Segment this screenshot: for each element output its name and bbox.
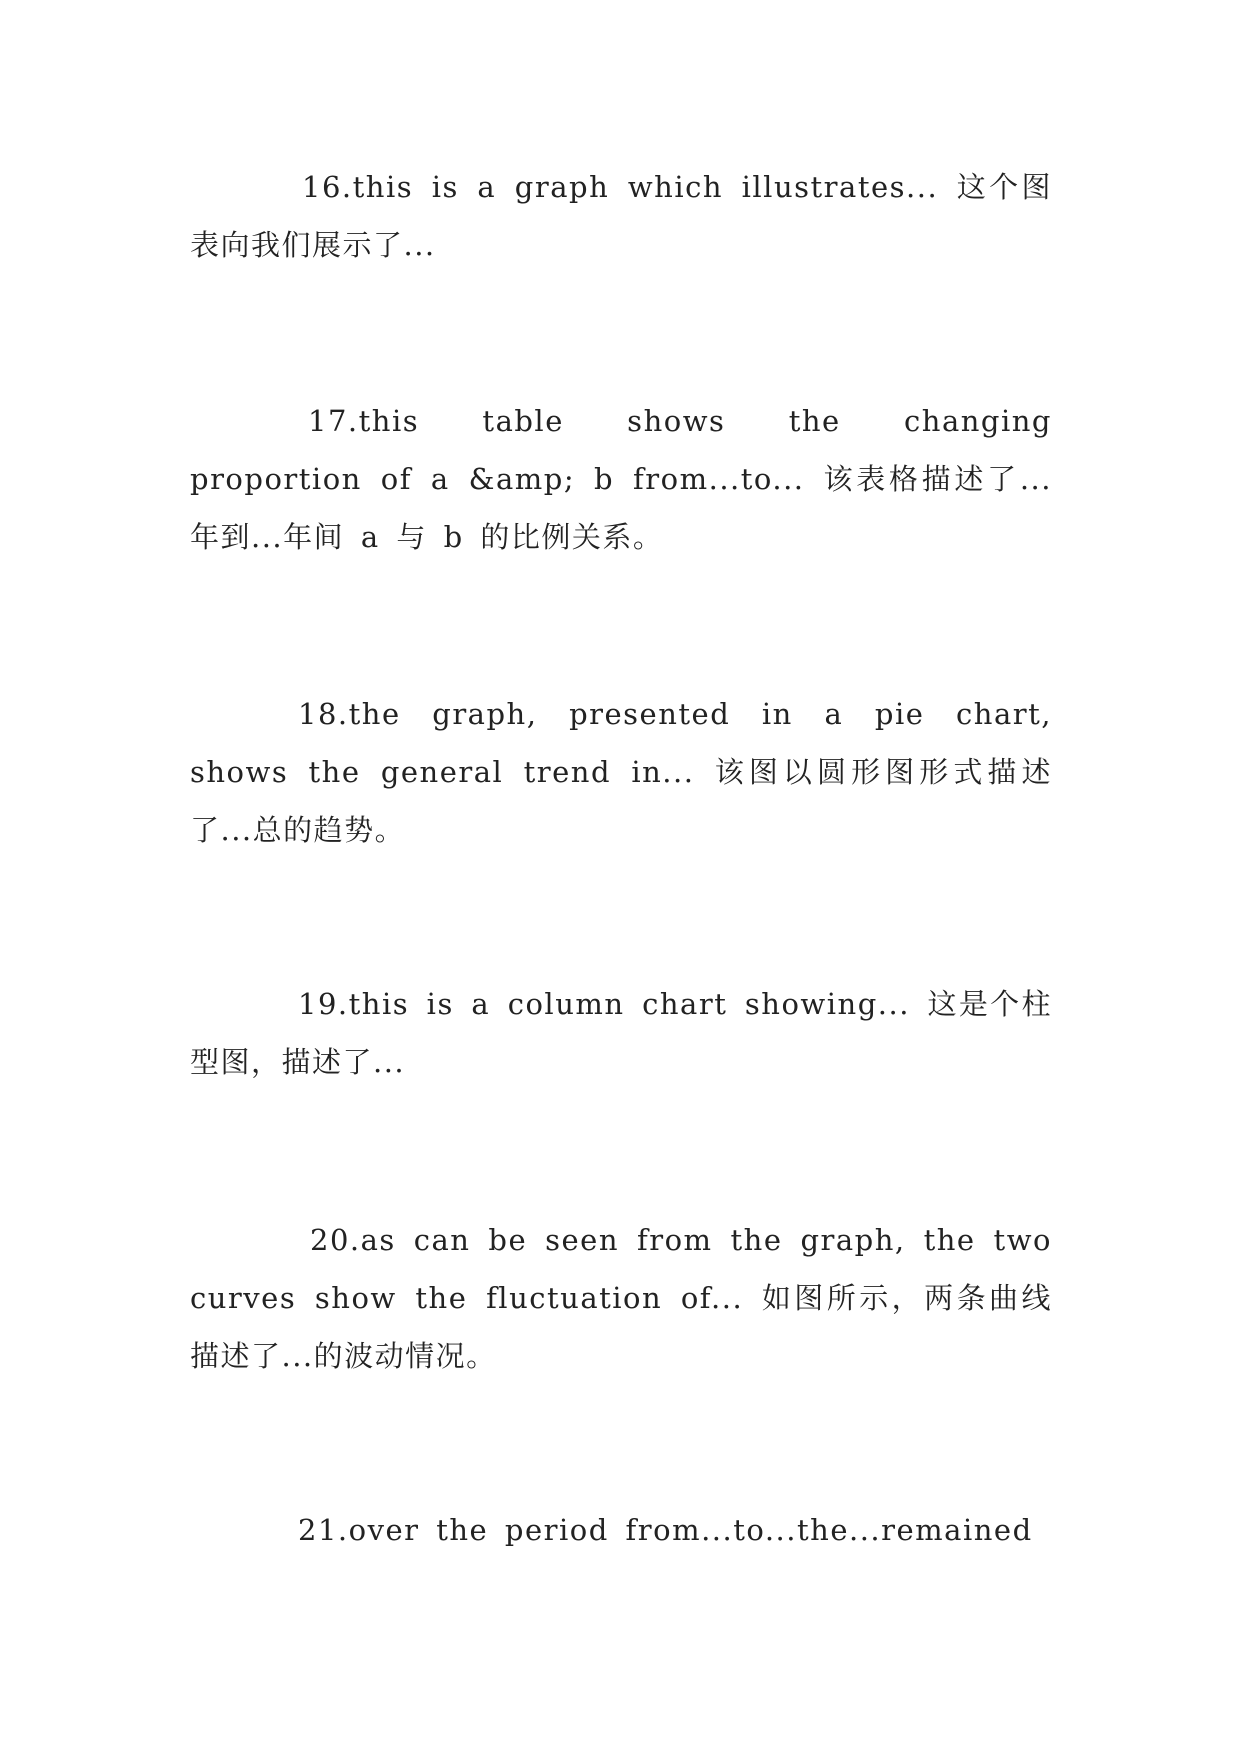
paragraph-19: 19.this is a column chart showing... 这是个柱型图，描述了...	[190, 987, 1052, 1079]
paragraph-20: 20.as can be seen from the graph, the two curves show the fluctuation of... 如图所示，两条曲线描述了...的波动情况。	[190, 1223, 1052, 1373]
paragraph-16: 16.this is a graph which illustrates... 这个图表向我们展示了...	[190, 170, 1052, 262]
paragraph-21: 21.over the period from...to...the...remained	[298, 1513, 1033, 1547]
paragraph-17: 17.this table shows the changing proportion of a &amp; b from...to... 该表格描述了...年到...年间 a 与 b 的比例关系。	[190, 404, 1052, 554]
paragraph-18: 18.the graph, presented in a pie chart, shows the general trend in... 该图以圆形图形式描述了...总的趋势。	[190, 697, 1052, 847]
